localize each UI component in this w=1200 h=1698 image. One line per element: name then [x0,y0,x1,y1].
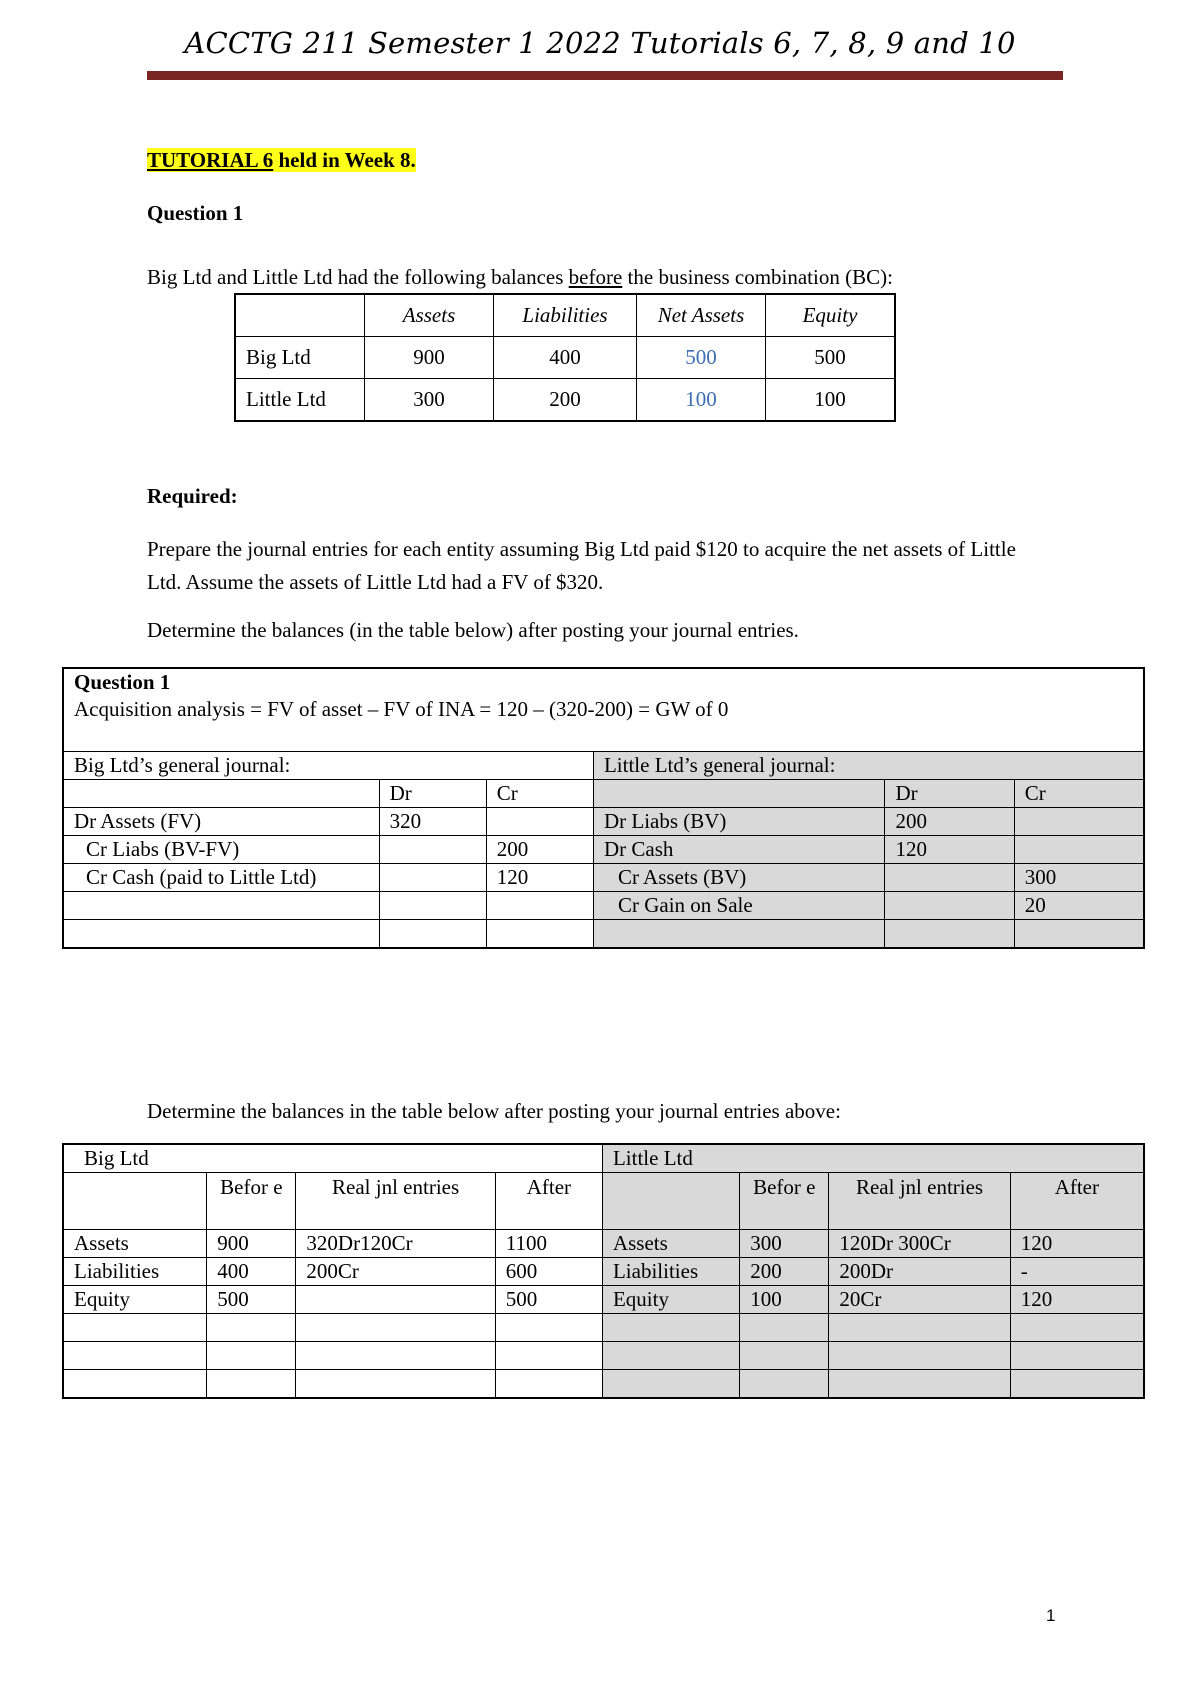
after-cell: 500 [495,1286,602,1314]
after-entries-header: Real jnl entries [296,1173,495,1230]
required-heading: Required: [147,484,238,508]
journal-title-row [63,668,1144,752]
journal-cell [63,892,379,920]
journal-cell [885,864,1014,892]
journal-cell: 320 [379,808,486,836]
journal-cell: 120 [486,864,593,892]
after-cell [296,1370,495,1399]
journal-cell [486,920,593,949]
journal-cell [379,892,486,920]
after-cell [63,1173,207,1230]
journal-cell [486,808,593,836]
balances-cell: 200 [494,379,637,422]
journal-cell: 20 [1014,892,1144,920]
journal-cell [486,892,593,920]
balances-cell: 900 [365,337,494,379]
after-cell: 120Dr 300Cr [829,1230,1010,1258]
balances-cell: Little Ltd [235,379,365,422]
after-cell: 200 [740,1258,829,1286]
intro-post: the business combination (BC): [622,265,893,289]
after-cell: 1100 [495,1230,602,1258]
journal-row [63,808,1144,836]
journal-cell: Cr Liabs (BV-FV) [63,836,379,864]
balances-cell: 100 [766,379,896,422]
journal-cr-header: Cr [486,780,593,808]
after-cell [740,1342,829,1370]
after-cell [207,1314,296,1342]
journal-cell: 200 [885,808,1014,836]
journal-cell: 200 [486,836,593,864]
after-cell [296,1342,495,1370]
after-cell [829,1370,1010,1399]
journal-cell [1014,920,1144,949]
journal-cell [593,780,885,808]
after-cell [602,1342,739,1370]
balances-cell: 400 [494,337,637,379]
journal-cell: Dr Liabs (BV) [593,808,885,836]
balances-header-row [235,294,895,337]
after-cell [207,1370,296,1399]
after-cell [63,1370,207,1399]
after-cell: Assets [602,1230,739,1258]
balances-cell: 500 [637,337,766,379]
after-row [63,1370,1144,1399]
after-cell: 500 [207,1286,296,1314]
after-cell: 120 [1010,1286,1144,1314]
balances-header-cell: Assets [365,294,494,337]
after-cell [602,1370,739,1399]
journal-cell [63,780,379,808]
after-little-heading: Little Ltd [602,1144,1144,1173]
after-cell: 200Dr [829,1258,1010,1286]
journal-cell: Cr Gain on Sale [593,892,885,920]
after-cell: - [1010,1258,1144,1286]
balances-table [234,293,896,422]
after-entity-row [63,1144,1144,1173]
balances-row [235,337,895,379]
tutorial-label: TUTORIAL 6 [147,148,274,172]
after-row [63,1286,1144,1314]
after-cell: 900 [207,1230,296,1258]
balances-header-cell: Liabilities [494,294,637,337]
after-cell [602,1314,739,1342]
after-cell [1010,1314,1144,1342]
after-cell [602,1173,739,1230]
after-cell [495,1342,602,1370]
intro-text [147,265,893,290]
page-number: 1 [1046,1606,1056,1625]
balances-cell: Big Ltd [235,337,365,379]
after-row [63,1314,1144,1342]
journal-cell: 120 [885,836,1014,864]
balances-cell: 300 [365,379,494,422]
journal-heading-row [63,752,1144,780]
after-cell: 120 [1010,1230,1144,1258]
determine-text-1: Determine the balances (in the table below) after posting your journal entries. [147,618,799,642]
big-journal-heading: Big Ltd’s general journal: [63,752,593,780]
balances-cell: 500 [766,337,896,379]
after-cell [740,1370,829,1399]
after-cell: Assets [63,1230,207,1258]
page-header-title: ACCTG 211 Semester 1 2022 Tutorials 6, 7, 8, 9 and 10 [184,26,1016,60]
journal-row [63,892,1144,920]
after-cell [740,1314,829,1342]
after-entries-header: Real jnl entries [829,1173,1010,1230]
intro-pre: Big Ltd and Little Ltd had the following balances [147,265,569,289]
after-cell [495,1370,602,1399]
journal-row [63,836,1144,864]
after-row [63,1342,1144,1370]
after-row [63,1230,1144,1258]
journal-cell [593,920,885,949]
little-journal-heading: Little Ltd’s general journal: [593,752,1144,780]
journal-cell: Dr Cash [593,836,885,864]
journal-dr-header: Dr [379,780,486,808]
journal-title-cell [63,668,1144,752]
determine-text-2: Determine the balances in the table below after posting your journal entries above: [147,1099,841,1123]
prepare-text: Prepare the journal entries for each entity assuming Big Ltd paid $120 to acquire the net assets of Little Ltd. Assume the assets of Little Ltd had a FV of $320. [147,537,1016,594]
after-cell: 300 [740,1230,829,1258]
after-before-header: Befor e [207,1173,296,1230]
balances-row [235,379,895,422]
after-cell [1010,1370,1144,1399]
after-cell [829,1342,1010,1370]
journal-dr-header: Dr [885,780,1014,808]
after-cell [829,1314,1010,1342]
journal-cell [885,920,1014,949]
tutorial-rest: held in Week 8. [273,148,416,172]
journal-cell [1014,808,1144,836]
after-cell: Liabilities [63,1258,207,1286]
after-cell [63,1314,207,1342]
header-rule [147,71,1063,80]
after-cell: 20Cr [829,1286,1010,1314]
balances-header-cell: Net Assets [637,294,766,337]
balances-cell: 100 [637,379,766,422]
journal-cell: Cr Cash (paid to Little Ltd) [63,864,379,892]
intro-underlined: before [568,265,623,289]
tutorial-heading [147,148,416,173]
after-cell [1010,1342,1144,1370]
journal-row [63,864,1144,892]
after-cell [207,1342,296,1370]
after-before-header: Befor e [740,1173,829,1230]
journal-row [63,920,1144,949]
after-cell [495,1314,602,1342]
after-balances-table [62,1143,1145,1399]
journal-cell [885,892,1014,920]
journal-cell: Dr Assets (FV) [63,808,379,836]
after-after-header: After [495,1173,602,1230]
after-cell: Liabilities [602,1258,739,1286]
after-big-heading: Big Ltd [63,1144,602,1173]
after-cell [296,1286,495,1314]
journal-cell [1014,836,1144,864]
after-row [63,1258,1144,1286]
journal-drcr-row [63,780,1144,808]
question-heading: Question 1 [147,201,244,225]
after-cell: Equity [602,1286,739,1314]
journal-title: Question 1 [74,670,171,694]
after-after-header: After [1010,1173,1144,1230]
journal-cell [63,920,379,949]
after-cell: 320Dr120Cr [296,1230,495,1258]
journal-cell [379,920,486,949]
after-header-row [63,1173,1144,1230]
after-cell: 600 [495,1258,602,1286]
journal-cell [379,864,486,892]
balances-header-cell [235,294,365,337]
journal-table [62,667,1145,949]
after-cell [296,1314,495,1342]
journal-cell [379,836,486,864]
after-cell [63,1342,207,1370]
after-cell: 400 [207,1258,296,1286]
after-cell: 100 [740,1286,829,1314]
after-cell: Equity [63,1286,207,1314]
journal-cell: 300 [1014,864,1144,892]
after-cell: 200Cr [296,1258,495,1286]
journal-cell: Cr Assets (BV) [593,864,885,892]
acquisition-analysis: Acquisition analysis = FV of asset – FV of INA = 120 – (320-200) = GW of 0 [74,697,729,721]
journal-cr-header: Cr [1014,780,1144,808]
balances-header-cell: Equity [766,294,896,337]
